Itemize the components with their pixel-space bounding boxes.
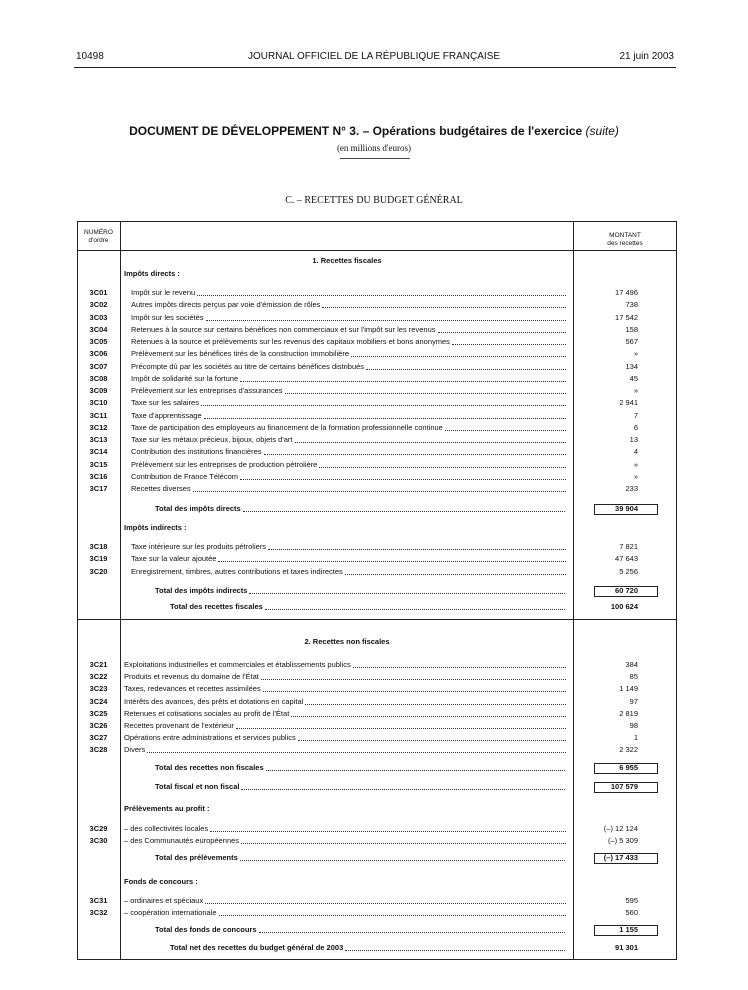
- row-label: Impôt de solidarité sur la fortune: [131, 373, 239, 383]
- row-label: Taxe sur les métaux précieux, bijoux, objets d'art: [131, 435, 293, 444]
- row-label: Taxe d'apprentissage: [131, 410, 202, 420]
- row-amount: 595: [625, 896, 638, 905]
- document-subtitle: (en millions d'euros): [336, 143, 412, 153]
- leader-dots: [353, 660, 566, 668]
- leader-dots: [366, 362, 566, 370]
- net-total-label: Total net des recettes du budget général de 2003: [170, 943, 344, 952]
- row-label: Prélèvement sur les bénéfices tirés de la construction immobilière: [131, 349, 350, 359]
- row-amount: 47 643: [615, 554, 638, 564]
- number-header-line1: NUMÉRO: [84, 229, 113, 236]
- header-rule: [74, 67, 676, 68]
- row-code: 3C07: [89, 361, 108, 371]
- row-code: 3C23: [89, 684, 108, 694]
- row-code: 3C11: [89, 410, 108, 420]
- row-label: Précompte dû par les sociétés au titre de certains bénéfices distribués: [131, 361, 365, 371]
- fiscal-total-label: Total des recettes fiscales: [170, 602, 263, 611]
- net-total-amount: 91 301: [615, 943, 638, 952]
- leader-dots: [351, 349, 566, 357]
- row-label: Impôt sur le revenu: [131, 288, 196, 297]
- fiscal-total-amount: 100 624: [610, 602, 638, 611]
- journal-title: JOURNAL OFFICIEL DE LA RÉPUBLIQUE FRANÇAISE: [247, 51, 501, 62]
- row-amount: (–) 5 309: [607, 836, 638, 846]
- row-label: Prélèvement sur les entreprises de production pétrolière: [131, 459, 318, 469]
- row-code: 3C03: [89, 312, 108, 322]
- indirect-taxes-heading: Impôts indirects :: [124, 523, 187, 532]
- row-amount: 7: [633, 410, 638, 420]
- row-label: – des Communautés européennes: [124, 836, 240, 846]
- leader-dots: [219, 908, 566, 916]
- leader-dots: [305, 697, 566, 705]
- row-code: 3C21: [89, 660, 108, 669]
- number-column-header: [77, 229, 120, 244]
- row-amount: 5 256: [619, 566, 638, 576]
- row-label: Intérêts des avances, des prêts et dotations en capital: [124, 696, 304, 706]
- leader-dots: [205, 896, 566, 904]
- leader-dots: [206, 313, 566, 321]
- leader-dots: [285, 386, 566, 394]
- leader-dots: [298, 733, 566, 741]
- row-label: Taxe de participation des employeurs au financement de la formation professionnelle continue: [131, 422, 443, 432]
- row-amount: 13: [629, 435, 638, 444]
- row-amount: 17 542: [615, 312, 638, 322]
- leader-dots: [210, 824, 566, 832]
- row-amount: 85: [629, 672, 638, 682]
- leader-dots: [322, 300, 566, 308]
- combined-total-label: Total fiscal et non fiscal: [155, 782, 240, 791]
- row-label: Retenues et cotisations sociales au profit de l'État: [124, 708, 290, 718]
- direct-total-amount: 39 904: [615, 504, 638, 513]
- row-label: – des collectivités locales: [124, 824, 209, 833]
- leader-dots: [236, 721, 566, 729]
- row-amount: 17 496: [615, 288, 638, 297]
- leader-dots: [268, 542, 566, 550]
- row-label: Taxes, redevances et recettes assimilées: [124, 684, 261, 694]
- leader-dots: [204, 411, 566, 419]
- row-code: 3C01: [89, 288, 108, 297]
- row-code: 3C26: [89, 721, 108, 730]
- row-amount: 2 819: [619, 708, 638, 718]
- row-code: 3C08: [89, 373, 108, 383]
- row-code: 3C24: [89, 696, 108, 706]
- part-divider-rule: [77, 619, 677, 620]
- row-amount: 1: [633, 733, 638, 743]
- row-code: 3C29: [89, 824, 108, 833]
- row-label: Divers: [124, 745, 146, 755]
- document-title-suffix: (suite): [585, 124, 619, 138]
- row-label: Taxe sur les salaires: [131, 398, 199, 408]
- row-label: Autres impôts directs perçus par voie d'émission de rôles: [131, 300, 321, 310]
- row-label: Taxe intérieure sur les produits pétroliers: [131, 542, 267, 551]
- row-label: Opérations entre administrations et services publics: [124, 733, 296, 743]
- row-code: 3C10: [89, 398, 108, 408]
- row-code: 3C04: [89, 324, 108, 334]
- leader-dots: [218, 554, 566, 562]
- row-code: 3C17: [89, 484, 108, 493]
- leader-dots: [263, 684, 566, 692]
- row-code: 3C15: [89, 459, 108, 469]
- row-code: 3C19: [89, 554, 108, 564]
- leader-dots: [240, 374, 566, 382]
- leader-dots: [295, 435, 566, 443]
- row-amount: 384: [625, 660, 638, 669]
- levies-total-amount: (–) 17 433: [603, 853, 638, 862]
- row-amount: (–) 12 124: [603, 824, 638, 833]
- row-amount: 1 149: [619, 684, 638, 694]
- row-code: 3C14: [89, 447, 108, 457]
- row-code: 3C31: [89, 896, 108, 905]
- row-code: 3C20: [89, 566, 108, 576]
- row-amount: »: [633, 386, 638, 395]
- row-label: Taxe sur la valeur ajoutée: [131, 554, 217, 564]
- levies-heading: Prélèvements au profit :: [124, 804, 210, 813]
- leader-dots: [240, 472, 566, 480]
- row-amount: 560: [625, 908, 638, 918]
- row-code: 3C27: [89, 733, 108, 743]
- nonfiscal-total-label: Total des recettes non fiscales: [155, 763, 264, 772]
- row-amount: 2 941: [619, 398, 638, 408]
- funds-total-amount: 1 155: [619, 925, 638, 934]
- row-amount: 7 821: [619, 542, 638, 551]
- nonfiscal-total-amount: 6 955: [619, 763, 638, 772]
- row-amount: 233: [625, 484, 638, 493]
- row-label: Enregistrement, timbres, autres contributions et taxes indirectes: [131, 566, 343, 576]
- row-amount: 6: [633, 422, 638, 432]
- row-code: 3C30: [89, 836, 108, 846]
- row-code: 3C05: [89, 337, 108, 346]
- row-label: Contribution de France Télécom: [131, 471, 238, 481]
- row-code: 3C32: [89, 908, 108, 918]
- funds-heading: Fonds de concours :: [124, 877, 198, 886]
- leader-dots: [261, 672, 566, 680]
- publication-date: 21 juin 2003: [619, 51, 674, 62]
- number-header-line2: d'ordre: [88, 236, 109, 244]
- row-code: 3C28: [89, 745, 108, 755]
- document-title-text: DOCUMENT DE DÉVELOPPEMENT N° 3. – Opérations budgétaires de l'exercice: [129, 124, 583, 138]
- subtitle-rule: [340, 158, 410, 159]
- row-label: – ordinaires et spéciaux: [124, 896, 204, 905]
- leader-dots: [291, 709, 566, 717]
- row-code: 3C18: [89, 542, 108, 551]
- leader-dots: [345, 567, 566, 575]
- row-label: Impôt sur les sociétés: [131, 312, 204, 322]
- leader-dots: [452, 337, 566, 345]
- row-code: 3C25: [89, 708, 108, 718]
- row-amount: »: [633, 349, 638, 359]
- row-amount: 45: [629, 373, 638, 383]
- row-code: 3C12: [89, 422, 108, 432]
- row-amount: 134: [625, 361, 638, 371]
- row-code: 3C16: [89, 471, 108, 481]
- leader-dots: [445, 423, 566, 431]
- leader-dots: [201, 398, 566, 406]
- table-header-rule: [77, 250, 677, 251]
- part2-title: 2. Recettes non fiscales: [304, 637, 390, 646]
- direct-total-label: Total des impôts directs: [155, 504, 241, 513]
- row-code: 3C09: [89, 386, 108, 395]
- amount-column-header: [573, 232, 677, 247]
- funds-total-label: Total des fonds de concours: [155, 925, 257, 934]
- row-label: Recettes provenant de l'extérieur: [124, 721, 234, 730]
- direct-taxes-heading: Impôts directs :: [124, 269, 180, 278]
- leader-dots: [193, 484, 566, 492]
- row-label: Retenues à la source et prélèvements sur les revenus des capitaux mobiliers et bons anonymes: [131, 337, 450, 346]
- row-label: Retenues à la source sur certains bénéfices non commerciaux et sur l'impôt sur les revenus: [131, 324, 436, 334]
- row-amount: 97: [629, 696, 638, 706]
- section-title: C. – RECETTES DU BUDGET GÉNÉRAL: [285, 195, 463, 206]
- row-amount: 4: [633, 447, 638, 457]
- page-number: 10498: [76, 51, 104, 62]
- row-label: Exploitations industrielles et commerciales et établissements publics: [124, 660, 351, 669]
- row-amount: »: [633, 459, 638, 469]
- row-amount: 158: [625, 324, 638, 334]
- combined-total-amount: 107 579: [610, 782, 638, 791]
- part1-title: 1. Recettes fiscales: [312, 256, 382, 265]
- row-amount: 2 322: [619, 745, 638, 755]
- row-amount: 98: [629, 721, 638, 730]
- leader-dots: [264, 447, 567, 455]
- row-code: 3C22: [89, 672, 108, 682]
- amount-header-line2: des recettes: [607, 239, 643, 247]
- row-label: Recettes diverses: [131, 484, 191, 493]
- levies-total-label: Total des prélèvements: [155, 853, 238, 862]
- indirect-total-label: Total des impôts indirects: [155, 586, 248, 595]
- leader-dots: [319, 460, 566, 468]
- row-label: Produits et revenus du domaine de l'État: [124, 672, 259, 682]
- row-amount: 567: [625, 337, 638, 346]
- code-column-divider: [120, 221, 121, 960]
- leader-dots: [197, 288, 566, 296]
- leader-dots: [241, 836, 566, 844]
- indirect-total-amount: 60 720: [615, 586, 638, 595]
- row-code: 3C02: [89, 300, 108, 310]
- row-label: Prélèvement sur les entreprises d'assurances: [131, 386, 283, 395]
- row-code: 3C06: [89, 349, 108, 359]
- row-amount: 738: [625, 300, 638, 310]
- leader-dots: [147, 745, 566, 753]
- row-label: – coopération internationale: [124, 908, 217, 918]
- row-code: 3C13: [89, 435, 108, 444]
- row-label: Contribution des institutions financières: [131, 447, 262, 457]
- document-title: [0, 124, 748, 138]
- leader-dots: [438, 325, 567, 333]
- amount-header-line1: MONTANT: [609, 232, 641, 239]
- row-amount: »: [633, 471, 638, 481]
